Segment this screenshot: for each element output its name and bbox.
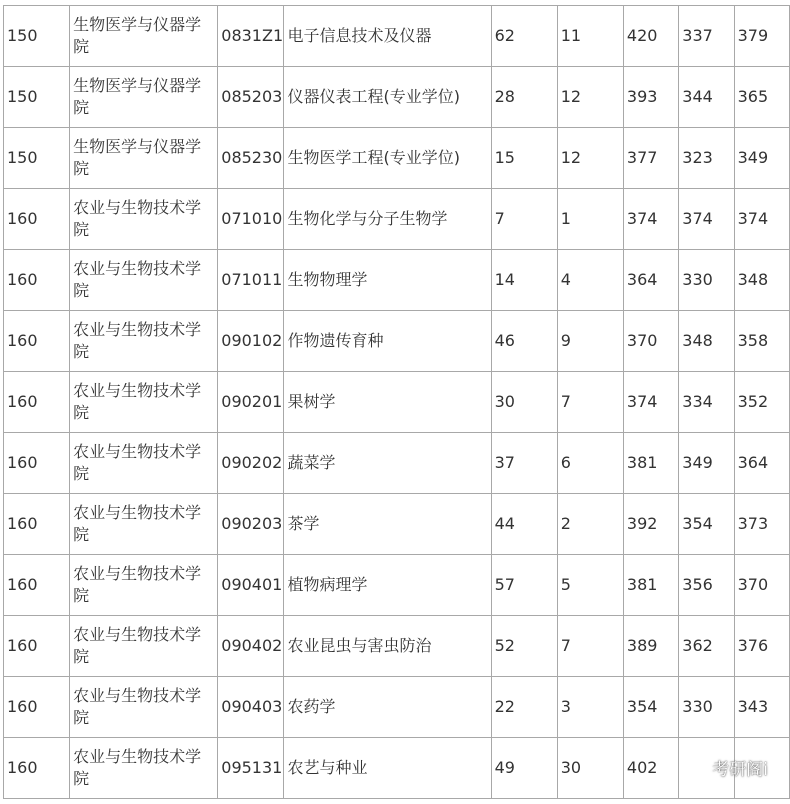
- school-name-cell: 农业与生物技术学院: [70, 372, 218, 433]
- table-row: [4, 6, 790, 67]
- value-cell: 52: [491, 616, 557, 677]
- value-cell: 30: [557, 738, 623, 799]
- major-name-cell: 作物遗传育种: [284, 311, 491, 372]
- table-row: [4, 189, 790, 250]
- major-code-cell: 090403: [218, 677, 284, 738]
- school-name-cell: 农业与生物技术学院: [70, 738, 218, 799]
- unit-code-cell: 160: [4, 555, 70, 616]
- value-cell: 330: [679, 677, 734, 738]
- table-row: [4, 677, 790, 738]
- unit-code-cell: 160: [4, 250, 70, 311]
- school-name-cell: 农业与生物技术学院: [70, 433, 218, 494]
- value-cell: 348: [679, 311, 734, 372]
- value-cell: 4: [557, 250, 623, 311]
- unit-code-cell: 150: [4, 6, 70, 67]
- school-name-cell: 农业与生物技术学院: [70, 311, 218, 372]
- value-cell: 344: [679, 67, 734, 128]
- major-name-cell: 生物物理学: [284, 250, 491, 311]
- table-row: [4, 555, 790, 616]
- watermark-text: 考研阁i: [712, 760, 768, 780]
- value-cell: 11: [557, 6, 623, 67]
- table-row: [4, 311, 790, 372]
- value-cell: 393: [623, 67, 678, 128]
- value-cell: 354: [679, 494, 734, 555]
- major-code-cell: 0831Z1: [218, 6, 284, 67]
- table-row: [4, 67, 790, 128]
- school-name-cell: 生物医学与仪器学院: [70, 6, 218, 67]
- value-cell: 7: [557, 616, 623, 677]
- major-code-cell: 090402: [218, 616, 284, 677]
- unit-code-cell: 150: [4, 128, 70, 189]
- table-row: [4, 616, 790, 677]
- value-cell: 349: [734, 128, 789, 189]
- value-cell: 389: [623, 616, 678, 677]
- value-cell: 358: [734, 311, 789, 372]
- value-cell: 370: [734, 555, 789, 616]
- unit-code-cell: 160: [4, 494, 70, 555]
- score-table-body: [4, 6, 790, 799]
- value-cell: 334: [679, 372, 734, 433]
- major-name-cell: 仪器仪表工程(专业学位): [284, 67, 491, 128]
- school-name-cell: 农业与生物技术学院: [70, 616, 218, 677]
- value-cell: 3: [557, 677, 623, 738]
- value-cell: 12: [557, 67, 623, 128]
- school-name-cell: 农业与生物技术学院: [70, 494, 218, 555]
- value-cell: 373: [734, 494, 789, 555]
- major-name-cell: 生物医学工程(专业学位): [284, 128, 491, 189]
- value-cell: 364: [623, 250, 678, 311]
- value-cell: 356: [679, 555, 734, 616]
- value-cell: 374: [623, 372, 678, 433]
- value-cell: 323: [679, 128, 734, 189]
- value-cell: 354: [623, 677, 678, 738]
- value-cell: 49: [491, 738, 557, 799]
- value-cell: 37: [491, 433, 557, 494]
- unit-code-cell: 160: [4, 311, 70, 372]
- major-code-cell: 071010: [218, 189, 284, 250]
- major-code-cell: 090401: [218, 555, 284, 616]
- table-row: [4, 372, 790, 433]
- major-code-cell: 085203: [218, 67, 284, 128]
- value-cell: 9: [557, 311, 623, 372]
- value-cell: 14: [491, 250, 557, 311]
- school-name-cell: 生物医学与仪器学院: [70, 128, 218, 189]
- value-cell: 343: [734, 677, 789, 738]
- value-cell: 348: [734, 250, 789, 311]
- major-name-cell: 蔬菜学: [284, 433, 491, 494]
- value-cell: 362: [679, 616, 734, 677]
- value-cell: 62: [491, 6, 557, 67]
- value-cell: 381: [623, 433, 678, 494]
- value-cell: 376: [734, 616, 789, 677]
- unit-code-cell: 160: [4, 189, 70, 250]
- unit-code-cell: 160: [4, 433, 70, 494]
- value-cell: 15: [491, 128, 557, 189]
- value-cell: 1: [557, 189, 623, 250]
- unit-code-cell: 160: [4, 616, 70, 677]
- value-cell: 377: [623, 128, 678, 189]
- major-name-cell: 果树学: [284, 372, 491, 433]
- value-cell: 44: [491, 494, 557, 555]
- major-name-cell: 农艺与种业: [284, 738, 491, 799]
- value-cell: 365: [734, 67, 789, 128]
- major-name-cell: 电子信息技术及仪器: [284, 6, 491, 67]
- unit-code-cell: 160: [4, 738, 70, 799]
- major-code-cell: 090102: [218, 311, 284, 372]
- value-cell: 370: [623, 311, 678, 372]
- watermark: [688, 755, 768, 780]
- table-row: [4, 433, 790, 494]
- score-table: [3, 5, 790, 799]
- table-row: [4, 494, 790, 555]
- value-cell: 352: [734, 372, 789, 433]
- major-code-cell: 090203: [218, 494, 284, 555]
- school-name-cell: 农业与生物技术学院: [70, 677, 218, 738]
- value-cell: 57: [491, 555, 557, 616]
- major-name-cell: 农药学: [284, 677, 491, 738]
- value-cell: 381: [623, 555, 678, 616]
- value-cell: 420: [623, 6, 678, 67]
- value-cell: 402: [623, 738, 678, 799]
- wechat-icon: [688, 760, 708, 776]
- value-cell: 6: [557, 433, 623, 494]
- major-name-cell: 植物病理学: [284, 555, 491, 616]
- value-cell: 46: [491, 311, 557, 372]
- value-cell: 5: [557, 555, 623, 616]
- major-code-cell: 095131: [218, 738, 284, 799]
- value-cell: 7: [557, 372, 623, 433]
- major-code-cell: 090202: [218, 433, 284, 494]
- school-name-cell: 生物医学与仪器学院: [70, 67, 218, 128]
- school-name-cell: 农业与生物技术学院: [70, 189, 218, 250]
- value-cell: 30: [491, 372, 557, 433]
- value-cell: 12: [557, 128, 623, 189]
- table-row: [4, 250, 790, 311]
- unit-code-cell: 160: [4, 677, 70, 738]
- table-row: [4, 738, 790, 799]
- value-cell: 379: [734, 6, 789, 67]
- major-name-cell: 生物化学与分子生物学: [284, 189, 491, 250]
- value-cell: 374: [623, 189, 678, 250]
- unit-code-cell: 150: [4, 67, 70, 128]
- unit-code-cell: 160: [4, 372, 70, 433]
- value-cell: 22: [491, 677, 557, 738]
- major-code-cell: 090201: [218, 372, 284, 433]
- value-cell: 2: [557, 494, 623, 555]
- major-code-cell: 085230: [218, 128, 284, 189]
- major-name-cell: 农业昆虫与害虫防治: [284, 616, 491, 677]
- value-cell: 392: [623, 494, 678, 555]
- school-name-cell: 农业与生物技术学院: [70, 555, 218, 616]
- school-name-cell: 农业与生物技术学院: [70, 250, 218, 311]
- value-cell: 374: [679, 189, 734, 250]
- table-row: [4, 128, 790, 189]
- value-cell: 364: [734, 433, 789, 494]
- value-cell: 337: [679, 6, 734, 67]
- value-cell: 374: [734, 189, 789, 250]
- major-name-cell: 茶学: [284, 494, 491, 555]
- value-cell: 7: [491, 189, 557, 250]
- value-cell: 28: [491, 67, 557, 128]
- value-cell: 349: [679, 433, 734, 494]
- value-cell: 330: [679, 250, 734, 311]
- major-code-cell: 071011: [218, 250, 284, 311]
